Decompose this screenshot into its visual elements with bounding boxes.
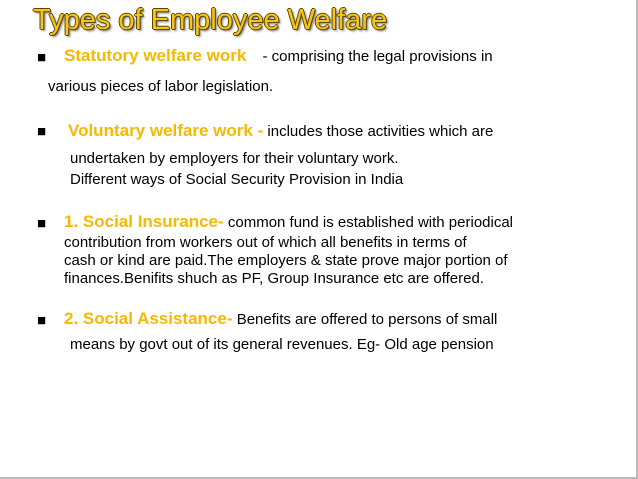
item-heading: 2. Social Assistance- [64,309,233,328]
item-heading: 1. Social Insurance- [64,212,224,231]
item-text: includes those activities which are [267,123,494,140]
item-text-line: contribution from workers out of which all benefits in terms of [64,234,467,251]
item-text-line: means by govt out of its general revenues. Eg- Old age pension [70,336,494,353]
bullet-icon: ■ [37,312,47,329]
bullet-icon: ■ [37,49,47,66]
list-item-statutory [64,47,493,66]
item-text: comprising the legal provisions in [271,48,493,65]
list-item-social-assistance [64,310,497,329]
item-heading: Voluntary welfare work - [68,121,264,140]
item-text-line: cash or kind are paid.The employers & state prove major portion of [64,252,508,269]
item-text-line: undertaken by employers for their voluntary work. [70,150,399,167]
slide-title: Types of Employee Welfare [33,4,388,36]
item-text-line: Different ways of Social Security Provision in India [70,171,404,188]
item-text-line: various pieces of labor legislation. [48,78,274,95]
item-text-line: finances.Benifits shuch as PF, Group Insurance etc are offered. [64,270,484,287]
list-item-voluntary [68,122,493,141]
item-text: Benefits are offered to persons of small [236,311,498,328]
list-item-social-insurance [64,213,513,232]
item-separator: - [262,48,272,65]
bullet-icon: ■ [37,123,47,140]
item-heading: Statutory welfare work [64,46,247,65]
item-text: common fund is established with periodical [227,214,514,231]
bullet-icon: ■ [37,215,47,232]
